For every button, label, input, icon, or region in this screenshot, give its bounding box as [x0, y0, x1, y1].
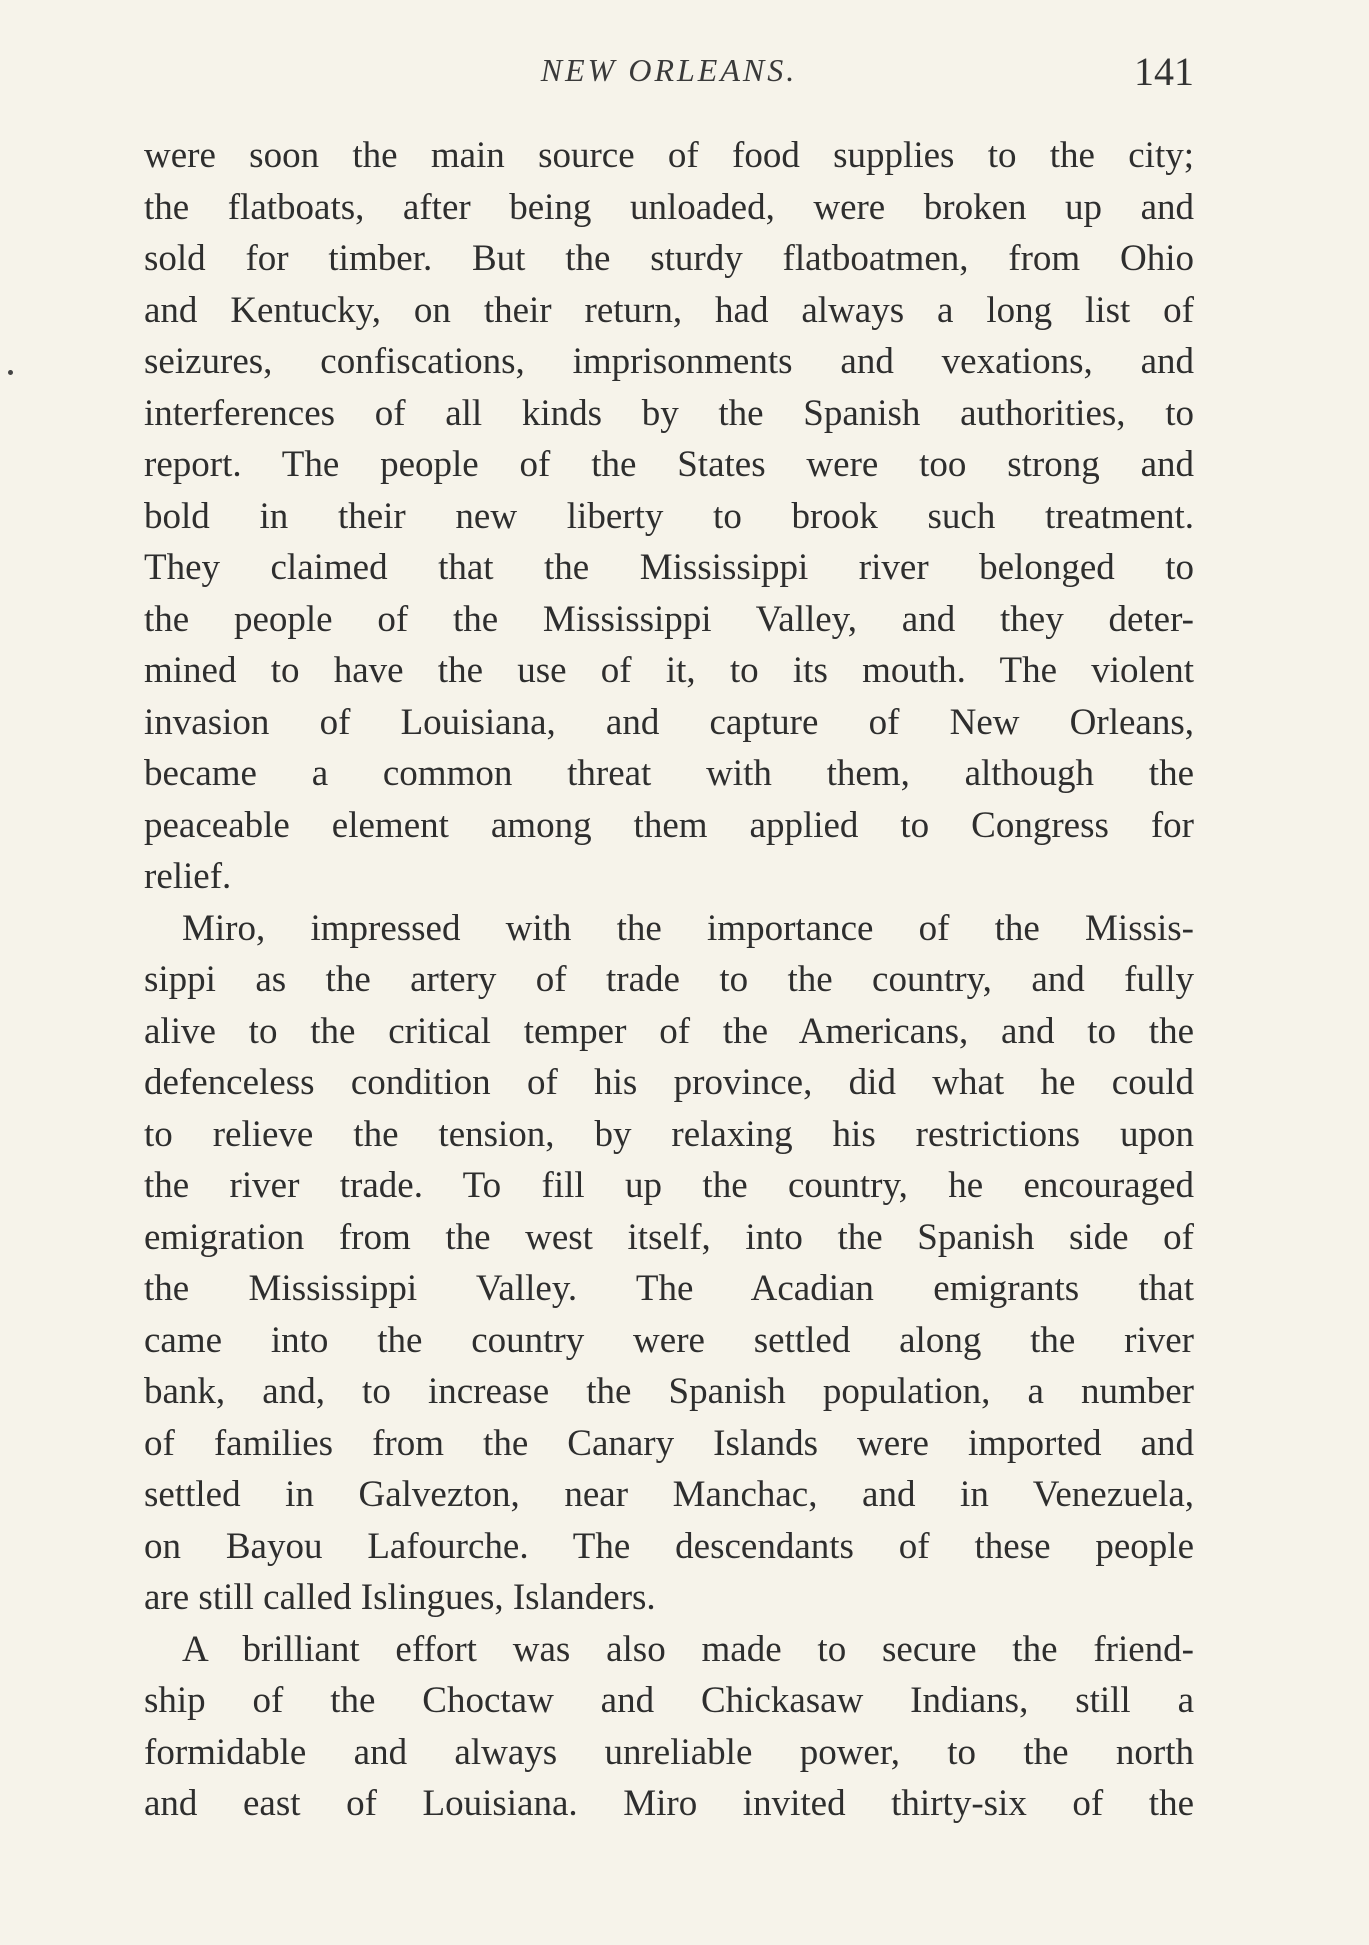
text-line: the flatboats, after being unloaded, were broken up and: [144, 186, 1194, 228]
text-line: the Mississippi Valley. The Acadian emigrants that: [144, 1268, 1194, 1309]
text-line: bank, and, to increase the Spanish population, a number: [144, 1371, 1194, 1412]
text-line: sold for timber. But the sturdy flatboatmen, from Ohio: [144, 238, 1194, 279]
text-line: alive to the critical temper of the Americans, and to the: [144, 1010, 1194, 1052]
text-line: came into the country were settled along the river: [144, 1319, 1194, 1361]
text-line: ship of the Choctaw and Chickasaw Indians, still a: [144, 1680, 1194, 1721]
paragraph: [144, 130, 1194, 903]
text-line: emigration from the west itself, into the Spanish side of: [144, 1216, 1194, 1258]
text-line: Miro, impressed with the importance of the Missis-: [182, 907, 1194, 949]
text-line: invasion of Louisiana, and capture of New Orleans,: [144, 701, 1194, 743]
paragraph: [144, 1624, 1194, 1830]
text-line: were soon the main source of food supplies to the city;: [144, 135, 1194, 176]
text-line: interferences of all kinds by the Spanish authorities, to: [144, 392, 1194, 434]
margin-mark: [8, 370, 13, 375]
text-line: became a common threat with them, although the: [144, 753, 1194, 794]
text-line: defenceless condition of his province, did what he could: [144, 1062, 1194, 1103]
text-line: on Bayou Lafourche. The descendants of these people: [144, 1525, 1194, 1567]
text-line: and east of Louisiana. Miro invited thirty-six of the: [144, 1783, 1194, 1824]
text-line: the river trade. To fill up the country, he encouraged: [144, 1165, 1194, 1206]
text-line: report. The people of the States were too strong and: [144, 444, 1194, 485]
text-line: bold in their new liberty to brook such treatment.: [144, 495, 1194, 537]
paragraph: [144, 903, 1194, 1624]
text-line: peaceable element among them applied to Congress for: [144, 804, 1194, 846]
body-text: [144, 130, 1194, 1830]
text-line: sippi as the artery of trade to the country, and fully: [144, 959, 1194, 1000]
text-line: to relieve the tension, by relaxing his restrictions upon: [144, 1113, 1194, 1155]
text-line: are still called Islingues, Islanders.: [144, 1577, 656, 1618]
text-line: and Kentucky, on their return, had always a long list of: [144, 289, 1194, 331]
text-line: formidable and always unreliable power, to the north: [144, 1731, 1194, 1773]
text-line: seizures, confiscations, imprisonments and vexations, and: [144, 341, 1194, 382]
text-line: They claimed that the Mississippi river belonged to: [144, 547, 1194, 588]
text-line: settled in Galvezton, near Manchac, and in Venezuela,: [144, 1474, 1194, 1515]
text-line: of families from the Canary Islands were imported and: [144, 1422, 1194, 1464]
text-line: mined to have the use of it, to its mouth. The violent: [144, 650, 1194, 691]
text-line: relief.: [144, 856, 232, 897]
page-number: 141: [1134, 49, 1194, 94]
running-title: NEW ORLEANS.: [540, 52, 798, 88]
running-head: [144, 49, 1194, 102]
text-line: the people of the Mississippi Valley, and they deter-: [144, 598, 1194, 640]
text-line: A brilliant effort was also made to secure the friend-: [182, 1628, 1194, 1670]
